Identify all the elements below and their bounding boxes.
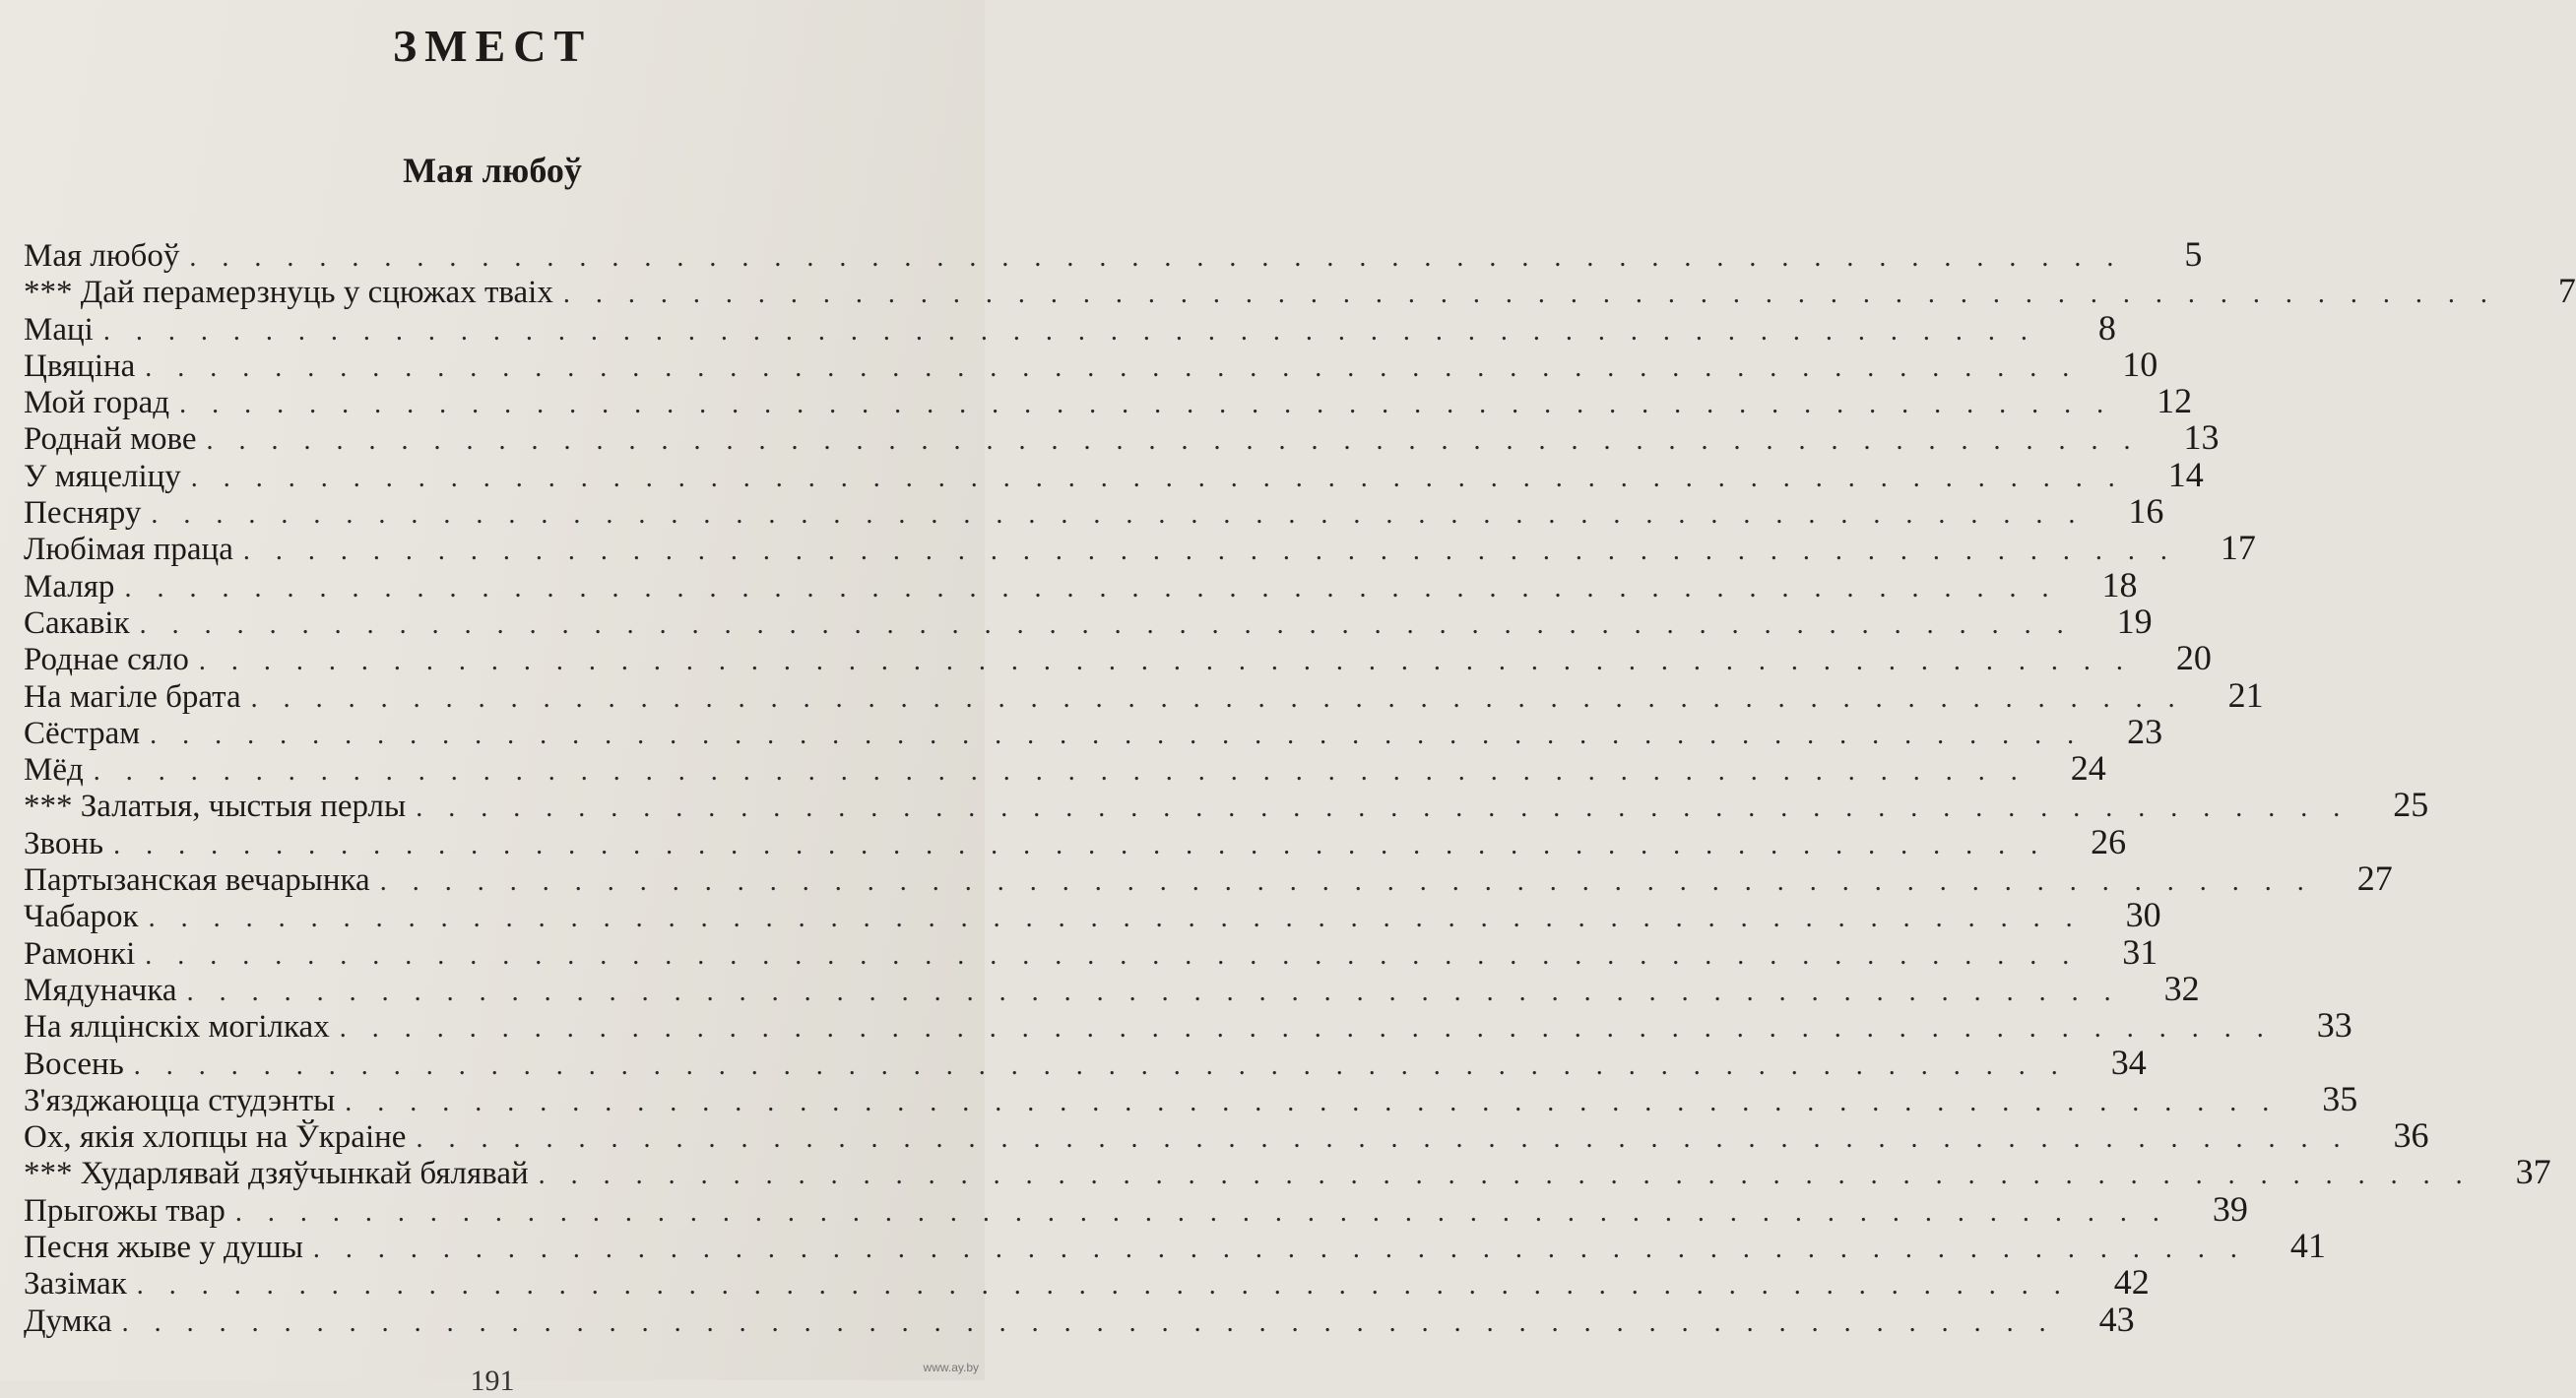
toc-entry	[24, 1262, 2150, 1303]
toc-entry	[24, 528, 2256, 568]
leader-dots: ............................................................	[312, 1234, 2263, 1265]
toc-entry-title: Любімая праца	[24, 532, 233, 568]
toc-entry-page: 31	[2122, 931, 2158, 972]
toc-entry-title: На ялцінскіх могілках	[24, 1009, 330, 1046]
toc-entry-page: 21	[2227, 674, 2264, 715]
toc-entry-title: З'язджаюцца студэнты	[24, 1082, 336, 1118]
toc-entry-title: Чабарок	[24, 899, 139, 935]
toc-entry-page: 19	[2116, 601, 2153, 641]
toc-entry	[24, 564, 2138, 604]
toc-entry-title: Зазімак	[24, 1266, 127, 1303]
leader-dots: ............................................................	[250, 682, 2201, 714]
leader-dots: ............................................................	[179, 389, 2130, 420]
toc-entry-page: 23	[2127, 711, 2163, 751]
leader-dots: ............................................................	[124, 572, 2075, 604]
toc-entry	[24, 1078, 2358, 1118]
toc-entry	[24, 601, 2153, 641]
toc-entry	[24, 307, 2116, 348]
leader-dots: ............................................................	[145, 939, 2095, 971]
leader-dots: ............................................................	[186, 976, 2137, 1007]
toc-entry-page: 42	[2113, 1262, 2150, 1303]
toc-entry	[24, 895, 2161, 935]
toc-entry-title: На магіле брата	[24, 678, 241, 715]
toc-entry-page: 26	[2091, 821, 2127, 861]
toc-entry	[24, 674, 2264, 715]
toc-entry-page: 43	[2098, 1299, 2135, 1339]
toc-entry	[24, 1115, 2429, 1156]
toc-entry-title: Роднае сяло	[24, 642, 189, 678]
leader-dots: ............................................................	[139, 608, 2090, 640]
leader-dots: ............................................................	[150, 719, 2100, 750]
leader-dots: ............................................................	[198, 646, 2149, 677]
toc-entry-title: Маляр	[24, 568, 115, 604]
toc-entry	[24, 271, 2576, 311]
toc-entry	[24, 381, 2193, 421]
toc-entry-title: Маці	[24, 311, 94, 348]
leader-dots: ............................................................	[416, 1123, 2366, 1155]
toc-entry-page: 10	[2122, 344, 2158, 384]
toc-entry-title: Сакавік	[24, 604, 130, 641]
toc-entry-page: 16	[2128, 491, 2164, 532]
leader-dots: ............................................................	[148, 903, 2098, 934]
leader-dots: ............................................................	[190, 462, 2141, 493]
leader-dots: ............................................................	[234, 1196, 2185, 1228]
toc-entry	[24, 821, 2127, 861]
leader-dots: ............................................................	[93, 756, 2043, 788]
toc-entry-page: 33	[2316, 1005, 2352, 1046]
toc-entry-page: 30	[2125, 895, 2161, 935]
toc-entry	[24, 234, 2203, 274]
toc-entry-title: Роднай мове	[24, 421, 197, 458]
toc-entry	[24, 748, 2106, 789]
leader-dots: ............................................................	[416, 793, 2366, 824]
toc-entry-page: 36	[2393, 1115, 2429, 1156]
toc-entry	[24, 968, 2200, 1008]
toc-entry	[24, 1152, 2551, 1192]
page-number: 191	[470, 1365, 515, 1397]
leader-dots: ............................................................	[562, 279, 2513, 310]
toc-entry	[24, 1188, 2248, 1229]
toc-entry	[24, 1042, 2147, 1082]
toc-entry-page: 39	[2212, 1188, 2248, 1229]
toc-entry-title: Цвяціна	[24, 348, 136, 384]
toc-entry-title: Партызанская вечарынка	[24, 862, 370, 899]
leader-dots: ............................................................	[113, 829, 2064, 860]
toc-entry	[24, 344, 2158, 384]
leader-dots: ............................................................	[136, 1270, 2087, 1302]
toc-entry-title: Ох, якія хлопцы на Ўкраіне	[24, 1119, 407, 1156]
toc-entry-title: Мядуначка	[24, 972, 177, 1008]
leader-dots: ............................................................	[133, 1049, 2084, 1081]
toc-entry-title: Мая любоў	[24, 238, 180, 274]
toc-entry-title: Звонь	[24, 825, 104, 861]
toc-entry-page: 24	[2070, 748, 2106, 789]
toc-entry-page: 27	[2356, 858, 2393, 899]
toc-entry-page: 13	[2183, 417, 2220, 458]
watermark: www.ay.by	[923, 1361, 979, 1374]
leader-dots: ............................................................	[538, 1160, 2488, 1191]
leader-dots: ............................................................	[242, 536, 2193, 567]
toc-entry-page: 7	[2557, 271, 2576, 311]
toc-entry-title: Прыгожы твар	[24, 1192, 225, 1229]
toc-entry-title: *** Дай перамерзнуць у сцюжах тваіх	[24, 275, 553, 311]
section-heading: Мая любоў	[403, 151, 582, 190]
toc-entry	[24, 491, 2164, 532]
toc-entry-title: Восень	[24, 1046, 124, 1082]
page-title: ЗМЕСТ	[392, 21, 593, 71]
leader-dots: ............................................................	[189, 242, 2140, 273]
toc-entry-title: Думка	[24, 1303, 112, 1339]
toc-entry-page: 41	[2289, 1226, 2326, 1266]
toc-entry	[24, 785, 2429, 825]
toc-entry-title: Сёстрам	[24, 715, 141, 751]
toc-entry	[24, 858, 2393, 899]
leader-dots: ............................................................	[121, 1306, 2072, 1338]
toc-entry-page: 32	[2163, 968, 2200, 1008]
toc-entry-page: 34	[2110, 1042, 2147, 1082]
toc-entry-page: 20	[2175, 638, 2212, 678]
toc-entry-page: 37	[2515, 1152, 2551, 1192]
leader-dots: ............................................................	[145, 351, 2095, 383]
toc-entry	[24, 931, 2158, 972]
toc-entry-title: *** Хударлявай дзяўчынкай бялявай	[24, 1156, 529, 1192]
leader-dots: ............................................................	[206, 425, 2157, 457]
leader-dots: ............................................................	[151, 499, 2101, 531]
leader-dots: ............................................................	[339, 1013, 2289, 1045]
toc-entry	[24, 711, 2163, 751]
toc-entry-title: Мой горад	[24, 385, 170, 421]
toc-entry	[24, 638, 2212, 678]
toc-entry-page: 14	[2167, 454, 2204, 494]
toc-entry-page: 8	[2097, 307, 2116, 348]
toc-entry-page: 18	[2101, 564, 2138, 604]
leader-dots: ............................................................	[379, 866, 2330, 898]
toc-entry	[24, 417, 2220, 458]
toc-entry-title: У мяцеліцу	[24, 458, 181, 494]
leader-dots: ............................................................	[345, 1086, 2295, 1117]
toc-entry-title: *** Залатыя, чыстыя перлы	[24, 789, 407, 825]
toc-entry	[24, 1005, 2352, 1046]
leader-dots: ............................................................	[102, 315, 2053, 347]
toc-entry	[24, 454, 2204, 494]
toc-entry	[24, 1299, 2135, 1339]
toc-entry-page: 35	[2322, 1078, 2358, 1118]
toc-entry-title: Рамонкі	[24, 935, 136, 972]
toc-entry-page: 12	[2157, 381, 2193, 421]
toc-entry	[24, 1226, 2326, 1266]
toc-entry-page: 5	[2184, 234, 2203, 274]
toc-entry-page: 17	[2220, 528, 2256, 568]
toc-entry-title: Песня жыве у душы	[24, 1230, 303, 1266]
table-of-contents	[24, 234, 2576, 1339]
toc-entry-title: Мёд	[24, 752, 84, 789]
toc-entry-page: 25	[2393, 785, 2429, 825]
toc-entry-title: Песняру	[24, 495, 142, 532]
